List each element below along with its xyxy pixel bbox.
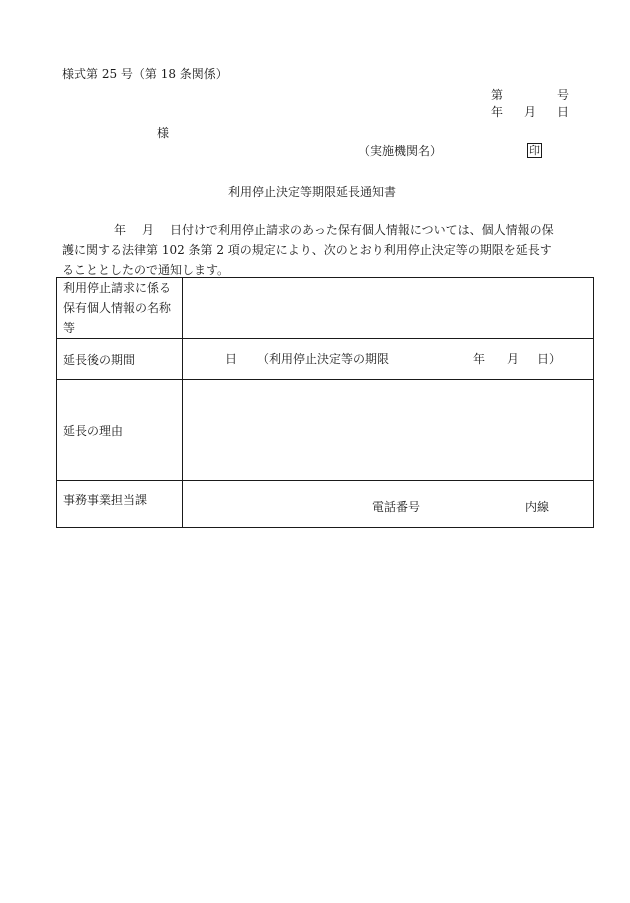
date-day-label: 日 — [557, 105, 570, 119]
seal-stamp: 印 — [529, 144, 540, 157]
date-year-label: 年 — [491, 105, 504, 119]
period-deadline-label: （利用停止決定等の期限 — [257, 352, 390, 366]
table-row — [57, 380, 594, 481]
period-day-end: 日） — [537, 352, 562, 366]
department-label: 事務事業担当課 — [57, 481, 183, 528]
table-row — [57, 481, 594, 528]
reason-label: 延長の理由 — [57, 380, 183, 481]
period-month: 月 — [507, 352, 520, 366]
body-month: 月 — [142, 223, 155, 237]
extension-label: 内線 — [525, 500, 550, 514]
body-line-2: 護に関する法律第 102 条第 2 項の規定により、次のとおり利用停止決定等の期限を延長す — [62, 243, 552, 257]
agency-name-label: （実施機関名） — [358, 144, 443, 158]
notice-table — [56, 277, 594, 528]
phone-label: 電話番号 — [372, 500, 421, 514]
period-value — [183, 339, 594, 380]
date-month-label: 月 — [524, 105, 537, 119]
notice-body — [62, 220, 572, 280]
table-row — [57, 278, 594, 339]
period-day: 日 — [225, 352, 238, 366]
info-name-label: 利用停止請求に係る保有個人情報の名称等 — [57, 278, 183, 339]
info-name-value — [183, 278, 594, 339]
reason-value — [183, 380, 594, 481]
body-year: 年 — [114, 223, 127, 237]
period-year: 年 — [473, 352, 486, 366]
document-number-prefix: 第 — [491, 88, 504, 102]
body-line-1 — [62, 220, 572, 240]
form-number: 様式第 25 号（第 18 条関係） — [62, 67, 228, 81]
document-title: 利用停止決定等期限延長通知書 — [228, 185, 397, 199]
body-line-1-text: 日付けで利用停止請求のあった保有個人情報については、個人情報の保 — [170, 223, 554, 237]
table-row — [57, 339, 594, 380]
document-number-suffix: 号 — [557, 88, 570, 102]
addressee-honorific: 様 — [157, 126, 170, 140]
department-value — [183, 481, 594, 528]
body-line-3: ることとしたので通知します。 — [62, 263, 230, 277]
period-label: 延長後の期間 — [57, 339, 183, 380]
